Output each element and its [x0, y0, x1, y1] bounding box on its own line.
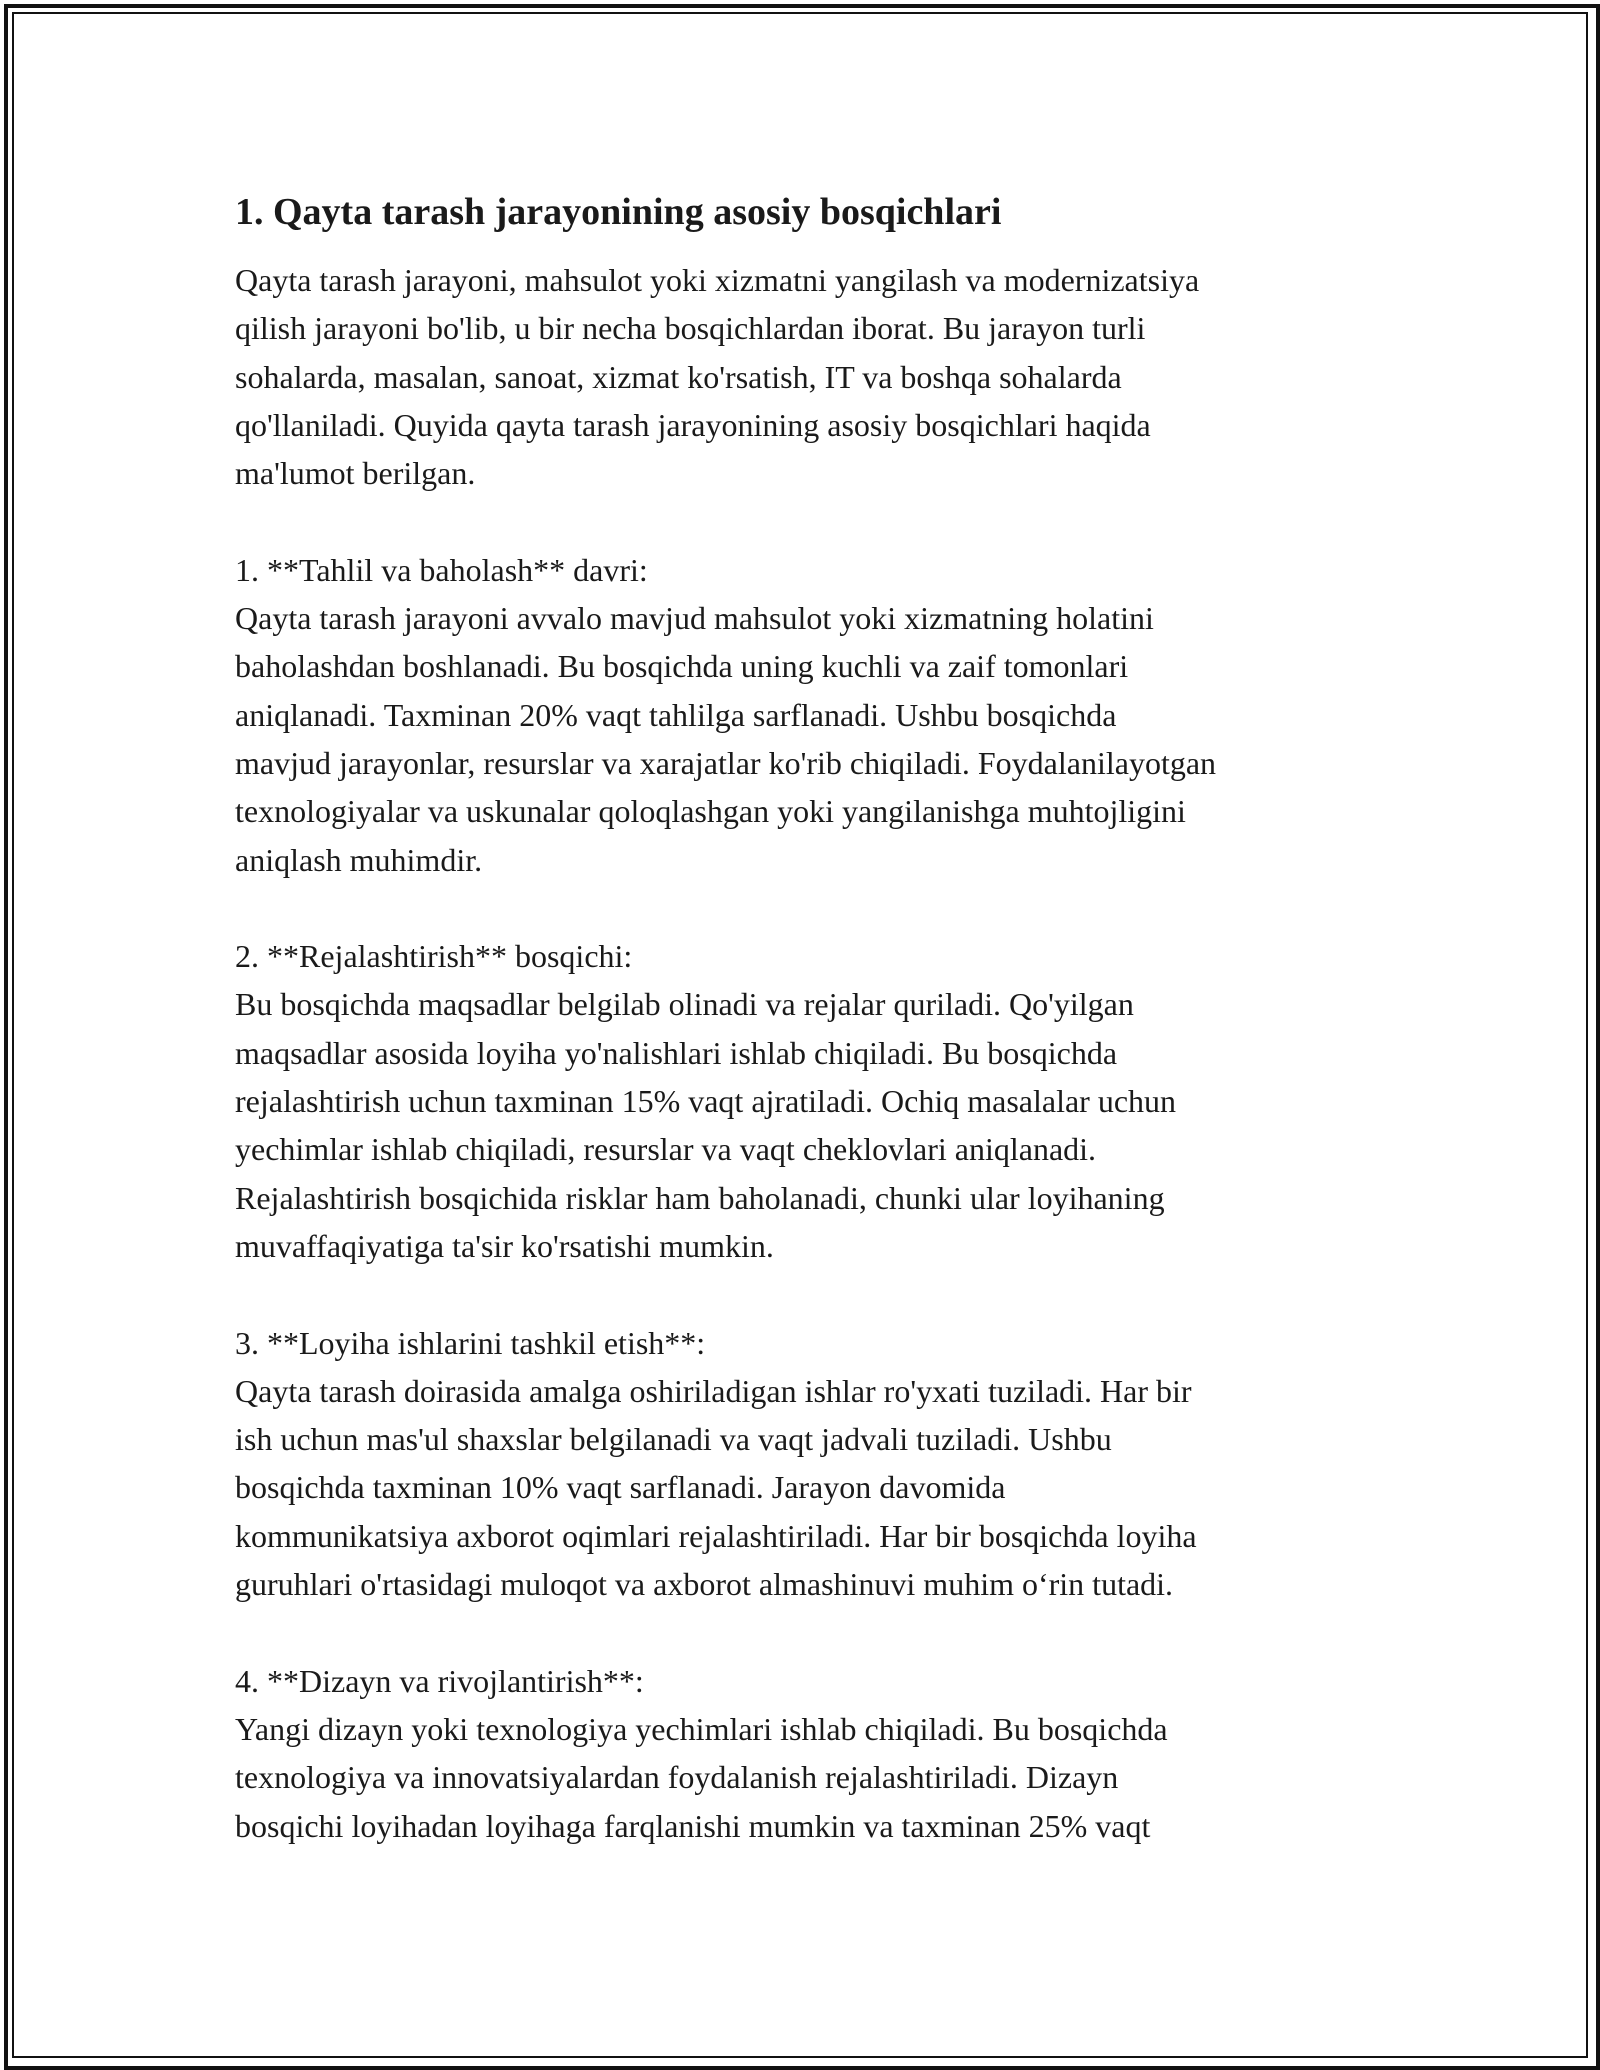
section-1	[235, 546, 1385, 884]
section-4	[235, 1657, 1385, 1850]
section-2	[235, 932, 1385, 1270]
section-3	[235, 1319, 1385, 1609]
section-body: Qayta tarash jarayoni avvalo mavjud mahsulot yoki xizmatning holatini baholashdan boshlanadi. Bu bosqichda uning kuchli va zaif tomonlari aniqlanadi. Taxminan 20% vaqt tahlilga sarflanadi. Ushbu bosqichda mavjud jarayonlar, resurslar va xarajatlar ko'rib chiqiladi. Foydalanilayotgan texnologiyalar va uskunalar qoloqlashgan yoki yangilanishga muhtojligini aniqlash muhimdir.	[235, 600, 1217, 878]
section-body: Qayta tarash doirasida amalga oshiriladigan ishlar ro'yxati tuziladi. Har bir ish uchun mas'ul shaxslar belgilanadi va vaqt jadvali tuziladi. Ushbu bosqichda taxminan 10% vaqt sarflanadi. Jarayon davomida kommunikatsiya axborot oqimlari rejalashtiriladi. Har bir bosqichda loyiha guruhlari o'rtasidagi muloqot va axborot almashinuvi muhim o‘rin tutadi.	[235, 1372, 1197, 1603]
section-heading: 4. **Dizayn va rivojlantirish**:	[235, 1662, 644, 1699]
page-title: 1. Qayta tarash jarayonining asosiy bosqichlari	[235, 191, 1002, 233]
section-heading: 2. **Rejalashtirish** bosqichi:	[235, 938, 633, 975]
document-body	[235, 188, 1385, 1850]
intro-paragraph: Qayta tarash jarayoni, mahsulot yoki xizmatni yangilash va modernizatsiya qilish jarayoni bo'lib, u bir necha bosqichlardan iborat. Bu jarayon turli sohalarda, masalan, sanoat, xizmat ko'rsatish, IT va boshqa sohalarda qo'llaniladi. Quyida qayta tarash jarayonining asosiy bosqichlari haqida ma'lumot berilgan.	[235, 262, 1200, 492]
section-body: Bu bosqichda maqsadlar belgilab olinadi va rejalar quriladi. Qo'yilgan maqsadlar asosida loyiha yo'nalishlari ishlab chiqiladi. Bu bosqichda rejalashtirish uchun taxminan 15% vaqt ajratiladi. Ochiq masalalar uchun yechimlar ishlab chiqiladi, resurslar va vaqt cheklovlari aniqlanadi. Rejalashtirish bosqichida risklar ham baholanadi, chunki ular loyihaning muvaffaqiyatiga ta'sir ko'rsatishi mumkin.	[235, 986, 1177, 1264]
section-heading: 1. **Tahlil va baholash** davri:	[235, 551, 648, 588]
section-heading: 3. **Loyiha ishlarini tashkil etish**:	[235, 1324, 706, 1361]
section-body: Yangi dizayn yoki texnologiya yechimlari ishlab chiqiladi. Bu bosqichda texnologiya va innovatsiyalardan foydalanish rejalashtiriladi. Dizayn bosqichi loyihadan loyihaga farqlanishi mumkin va taxminan 25% vaqt	[235, 1710, 1168, 1844]
